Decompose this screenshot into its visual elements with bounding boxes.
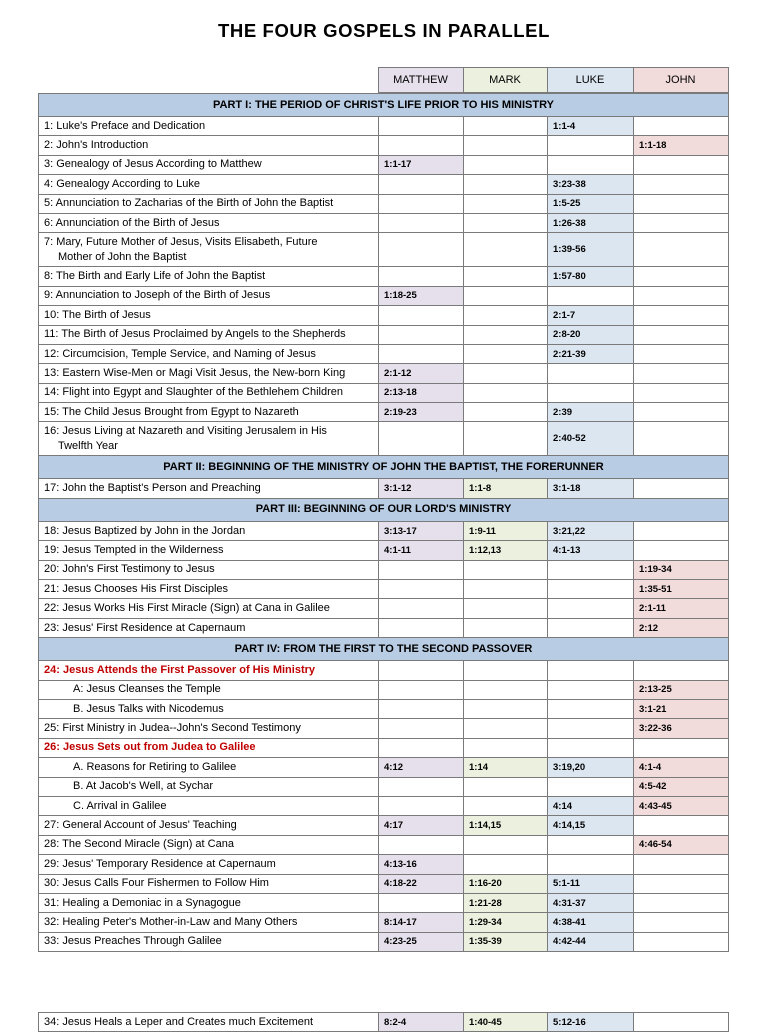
row-title: A: Jesus Cleanses the Temple [39,680,379,699]
table-row [39,422,729,456]
mark-ref: 1:1-8 [464,479,548,498]
luke-ref: 4:14 [548,796,634,815]
mark-ref [464,560,548,579]
header-luke: LUKE [547,68,633,93]
john-ref [634,816,729,835]
john-ref [634,286,729,305]
mark-ref [464,580,548,599]
matthew-ref [379,699,464,718]
matthew-ref: 2:1-12 [379,364,464,383]
john-ref [634,306,729,325]
table-row [39,835,729,854]
luke-ref [548,364,634,383]
mark-ref [464,777,548,796]
luke-ref [548,661,634,680]
column-header-table [38,67,729,93]
matthew-ref [379,175,464,194]
matthew-ref [379,680,464,699]
john-ref: 3:1-21 [634,699,729,718]
row-title: 26: Jesus Sets out from Judea to Galilee [39,738,379,757]
part-heading: PART I: THE PERIOD OF CHRIST'S LIFE PRIOR TO HIS MINISTRY [39,94,729,117]
mark-ref [464,383,548,402]
matthew-ref: 1:18-25 [379,286,464,305]
mark-ref [464,364,548,383]
part-header-row [39,638,729,661]
john-ref: 4:5-42 [634,777,729,796]
luke-ref [548,777,634,796]
john-ref [634,233,729,267]
row-title: 24: Jesus Attends the First Passover of His Ministry [39,661,379,680]
table-row [39,893,729,912]
matthew-ref [379,233,464,267]
matthew-ref [379,893,464,912]
luke-ref [548,286,634,305]
table-row [39,796,729,815]
row-title: 15: The Child Jesus Brought from Egypt to Nazareth [39,403,379,422]
table-row [39,194,729,213]
matthew-ref [379,422,464,456]
row-title: 27: General Account of Jesus' Teaching [39,816,379,835]
table-row [39,306,729,325]
row-title: 14: Flight into Egypt and Slaughter of the Bethlehem Children [39,383,379,402]
mark-ref [464,835,548,854]
john-ref [634,1013,729,1032]
john-ref: 2:13-25 [634,680,729,699]
part-heading: PART IV: FROM THE FIRST TO THE SECOND PASSOVER [39,638,729,661]
row-title: 25: First Ministry in Judea--John's Second Testimony [39,719,379,738]
matthew-ref [379,777,464,796]
matthew-ref [379,580,464,599]
mark-ref [464,403,548,422]
john-ref [634,855,729,874]
table-row [39,479,729,498]
matthew-ref: 3:13-17 [379,521,464,540]
table-row [39,855,729,874]
table-row [39,1013,729,1032]
table-row [39,136,729,155]
row-title: 23: Jesus' First Residence at Capernaum [39,618,379,637]
john-ref [634,874,729,893]
mark-ref [464,618,548,637]
table-row [39,233,729,267]
matthew-ref [379,738,464,757]
mark-ref [464,233,548,267]
john-ref [634,267,729,286]
mark-ref [464,136,548,155]
matthew-ref: 1:1-17 [379,155,464,174]
table-row [39,719,729,738]
john-ref: 4:43-45 [634,796,729,815]
table-row [39,286,729,305]
row-title: 30: Jesus Calls Four Fishermen to Follow Him [39,874,379,893]
table-row [39,758,729,777]
table-row [39,364,729,383]
luke-ref: 3:23-38 [548,175,634,194]
matthew-ref: 4:1-11 [379,541,464,560]
row-title: 34: Jesus Heals a Leper and Creates much Excitement [39,1013,379,1032]
mark-ref [464,306,548,325]
row-title: 3: Genealogy of Jesus According to Matthew [39,155,379,174]
matthew-ref: 4:12 [379,758,464,777]
john-ref: 3:22-36 [634,719,729,738]
next-page-table [38,1012,729,1032]
luke-ref: 2:40-52 [548,422,634,456]
table-row [39,344,729,363]
matthew-ref: 8:2-4 [379,1013,464,1032]
mark-ref [464,855,548,874]
row-title: 17: John the Baptist's Person and Preaching [39,479,379,498]
john-ref [634,155,729,174]
table-row [39,661,729,680]
table-row [39,874,729,893]
matthew-ref [379,599,464,618]
table-row [39,560,729,579]
john-ref [634,521,729,540]
row-title: 5: Annunciation to Zacharias of the Birth of John the Baptist [39,194,379,213]
john-ref [634,913,729,932]
gospel-parallel-table [38,93,729,952]
row-title: 32: Healing Peter's Mother-in-Law and Many Others [39,913,379,932]
mark-ref: 1:14,15 [464,816,548,835]
luke-ref: 5:12-16 [548,1013,634,1032]
luke-ref: 3:21,22 [548,521,634,540]
table-row [39,213,729,232]
luke-ref [548,560,634,579]
john-ref [634,175,729,194]
luke-ref [548,383,634,402]
part-heading: PART II: BEGINNING OF THE MINISTRY OF JOHN THE BAPTIST, THE FORERUNNER [39,456,729,479]
document-title: THE FOUR GOSPELS IN PARALLEL [218,20,550,41]
table-row [39,599,729,618]
luke-ref [548,699,634,718]
luke-ref: 2:21-39 [548,344,634,363]
luke-ref: 5:1-11 [548,874,634,893]
john-ref [634,541,729,560]
row-title: 10: The Birth of Jesus [39,306,379,325]
table-row [39,913,729,932]
matthew-ref: 4:13-16 [379,855,464,874]
row-title: A. Reasons for Retiring to Galilee [39,758,379,777]
luke-ref: 2:39 [548,403,634,422]
row-title: B. Jesus Talks with Nicodemus [39,699,379,718]
mark-ref [464,738,548,757]
mark-ref: 1:35-39 [464,932,548,951]
table-row [39,680,729,699]
part-heading: PART III: BEGINNING OF OUR LORD'S MINISTRY [39,498,729,521]
table-row [39,267,729,286]
luke-ref: 3:1-18 [548,479,634,498]
john-ref [634,117,729,136]
mark-ref [464,422,548,456]
row-title: 20: John's First Testimony to Jesus [39,560,379,579]
row-title: 29: Jesus' Temporary Residence at Capernaum [39,855,379,874]
john-ref [634,403,729,422]
matthew-ref [379,344,464,363]
mark-ref [464,286,548,305]
mark-ref [464,661,548,680]
john-ref [634,383,729,402]
john-ref [634,364,729,383]
mark-ref [464,213,548,232]
luke-ref [548,738,634,757]
mark-ref [464,155,548,174]
matthew-ref [379,267,464,286]
matthew-ref [379,835,464,854]
matthew-ref [379,306,464,325]
table-row [39,816,729,835]
matthew-ref: 4:18-22 [379,874,464,893]
matthew-ref [379,117,464,136]
luke-ref [548,136,634,155]
mark-ref [464,699,548,718]
john-ref: 1:35-51 [634,580,729,599]
row-title [39,233,379,267]
john-ref: 1:19-34 [634,560,729,579]
matthew-ref [379,213,464,232]
row-title-continuation: Twelfth Year [58,439,118,452]
mark-ref [464,194,548,213]
row-title: 11: The Birth of Jesus Proclaimed by Angels to the Shepherds [39,325,379,344]
matthew-ref [379,719,464,738]
luke-ref: 3:19,20 [548,758,634,777]
table-row [39,383,729,402]
part-header-row [39,456,729,479]
mark-ref [464,267,548,286]
matthew-ref [379,796,464,815]
row-title-line: 7: Mary, Future Mother of Jesus, Visits Elisabeth, Future [44,235,318,248]
row-title-continuation: Mother of John the Baptist [58,250,187,263]
table-row [39,175,729,194]
luke-ref: 1:1-4 [548,117,634,136]
matthew-ref: 3:1-12 [379,479,464,498]
luke-ref: 1:57-80 [548,267,634,286]
part-header-row [39,498,729,521]
header-spacer [38,68,378,93]
mark-ref: 1:21-28 [464,893,548,912]
table-row [39,699,729,718]
part-header-row [39,94,729,117]
luke-ref: 2:1-7 [548,306,634,325]
row-title-line: 16: Jesus Living at Nazareth and Visiting Jerusalem in His [44,424,327,437]
matthew-ref: 2:13-18 [379,383,464,402]
table-row [39,777,729,796]
row-title: 13: Eastern Wise-Men or Magi Visit Jesus, the New-born King [39,364,379,383]
table-row [39,580,729,599]
john-ref [634,932,729,951]
table-row [39,521,729,540]
row-title: 28: The Second Miracle (Sign) at Cana [39,835,379,854]
row-title: 1: Luke's Preface and Dedication [39,117,379,136]
matthew-ref [379,661,464,680]
row-title: B. At Jacob's Well, at Sychar [39,777,379,796]
row-title: 33: Jesus Preaches Through Galilee [39,932,379,951]
mark-ref: 1:29-34 [464,913,548,932]
john-ref [634,194,729,213]
luke-ref [548,618,634,637]
row-title [39,422,379,456]
row-title: 8: The Birth and Early Life of John the Baptist [39,267,379,286]
john-ref [634,422,729,456]
row-title: 22: Jesus Works His First Miracle (Sign) at Cana in Galilee [39,599,379,618]
table-row [39,325,729,344]
mark-ref: 1:9-11 [464,521,548,540]
table-row [39,117,729,136]
matthew-ref [379,325,464,344]
luke-ref: 4:31-37 [548,893,634,912]
luke-ref [548,680,634,699]
luke-ref: 4:14,15 [548,816,634,835]
matthew-ref: 4:17 [379,816,464,835]
luke-ref [548,835,634,854]
luke-ref: 4:42-44 [548,932,634,951]
table-row [39,618,729,637]
mark-ref [464,719,548,738]
header-john: JOHN [633,68,728,93]
luke-ref: 1:5-25 [548,194,634,213]
row-title: 12: Circumcision, Temple Service, and Naming of Jesus [39,344,379,363]
row-title: 21: Jesus Chooses His First Disciples [39,580,379,599]
john-ref [634,213,729,232]
mark-ref [464,325,548,344]
john-ref [634,479,729,498]
table-row [39,738,729,757]
table-row [39,155,729,174]
luke-ref [548,580,634,599]
matthew-ref [379,136,464,155]
john-ref [634,344,729,363]
row-title: 18: Jesus Baptized by John in the Jordan [39,521,379,540]
matthew-ref [379,194,464,213]
row-title: 9: Annunciation to Joseph of the Birth of Jesus [39,286,379,305]
mark-ref: 1:16-20 [464,874,548,893]
matthew-ref [379,618,464,637]
table-row [39,932,729,951]
header-mark: MARK [463,68,547,93]
matthew-ref: 2:19-23 [379,403,464,422]
luke-ref [548,719,634,738]
luke-ref [548,599,634,618]
john-ref: 4:1-4 [634,758,729,777]
row-title: C. Arrival in Galilee [39,796,379,815]
row-title: 31: Healing a Demoniac in a Synagogue [39,893,379,912]
john-ref [634,893,729,912]
matthew-ref: 4:23-25 [379,932,464,951]
matthew-ref [379,560,464,579]
john-ref [634,738,729,757]
luke-ref: 4:1-13 [548,541,634,560]
mark-ref [464,344,548,363]
row-title: 19: Jesus Tempted in the Wilderness [39,541,379,560]
column-header-row [38,68,728,93]
john-ref: 2:12 [634,618,729,637]
luke-ref: 1:39-56 [548,233,634,267]
mark-ref: 1:40-45 [464,1013,548,1032]
luke-ref: 4:38-41 [548,913,634,932]
row-title: 2: John's Introduction [39,136,379,155]
table-row [39,541,729,560]
john-ref: 4:46-54 [634,835,729,854]
luke-ref [548,855,634,874]
mark-ref [464,680,548,699]
mark-ref: 1:14 [464,758,548,777]
table-row [39,403,729,422]
john-ref: 1:1-18 [634,136,729,155]
john-ref: 2:1-11 [634,599,729,618]
john-ref [634,661,729,680]
mark-ref [464,796,548,815]
row-title: 6: Annunciation of the Birth of Jesus [39,213,379,232]
john-ref [634,325,729,344]
mark-ref: 1:12,13 [464,541,548,560]
mark-ref [464,599,548,618]
luke-ref [548,155,634,174]
mark-ref [464,175,548,194]
luke-ref: 1:26-38 [548,213,634,232]
row-title: 4: Genealogy According to Luke [39,175,379,194]
matthew-ref: 8:14-17 [379,913,464,932]
luke-ref: 2:8-20 [548,325,634,344]
mark-ref [464,117,548,136]
header-matthew: MATTHEW [378,68,463,93]
